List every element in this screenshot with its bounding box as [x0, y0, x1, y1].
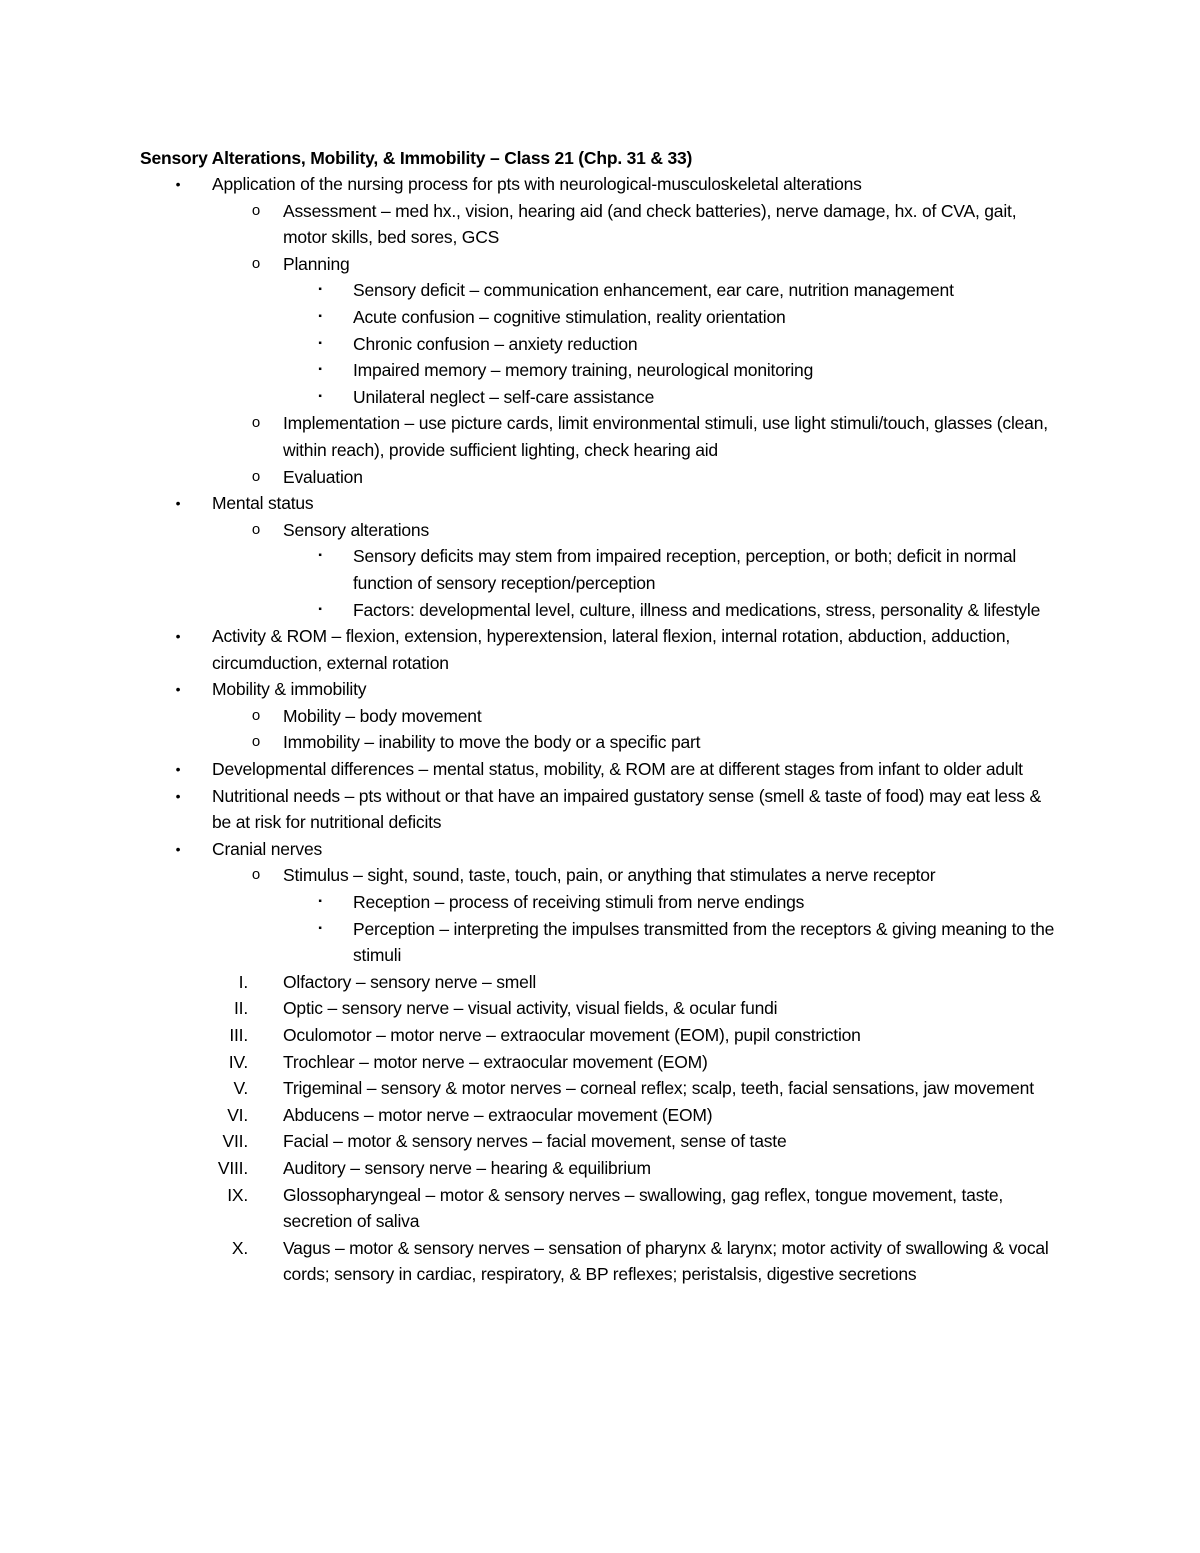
item-text: Chronic confusion – anxiety reduction	[353, 333, 638, 354]
roman-numeral-marker: X.	[231, 1237, 248, 1258]
item-text: Facial – motor & sensory nerves – facial movement, sense of taste	[283, 1131, 787, 1152]
item-text: Sensory deficit – communication enhancement, ear care, nutrition management	[353, 280, 954, 301]
item-text: Auditory – sensory nerve – hearing & equilibrium	[283, 1157, 651, 1178]
item-text: Acute confusion – cognitive stimulation, reality orientation	[353, 306, 786, 327]
bullet-marker: ▪	[318, 390, 322, 402]
bullet-marker: ▪	[318, 310, 322, 322]
bullet-marker: o	[251, 254, 261, 272]
numbered-item	[0, 1075, 1200, 1102]
list-item-level-3	[0, 889, 1200, 916]
bullet-marker: ▪	[318, 364, 322, 376]
list-item-level-3	[0, 597, 1200, 624]
item-text: Nutritional needs – pts without or that have an impaired gustatory sense (smell & taste of food) may eat less & be at risk for nutritional deficits	[212, 785, 1041, 833]
document-title: Sensory Alterations, Mobility, & Immobility – Class 21 (Chp. 31 & 33)	[140, 148, 693, 168]
list-item-level-2	[0, 517, 1200, 544]
list-item-level-1	[0, 171, 1200, 198]
numbered-item	[0, 1235, 1200, 1288]
bullet-marker: o	[251, 733, 261, 751]
numbered-item	[0, 1049, 1200, 1076]
item-text: Planning	[283, 253, 350, 274]
outline-list	[0, 171, 1200, 1288]
list-item-level-2	[0, 464, 1200, 491]
roman-numeral-marker: IV.	[228, 1051, 248, 1072]
list-item-level-1	[0, 623, 1200, 676]
bullet-marker: ▪	[318, 550, 322, 562]
list-item-level-1	[0, 836, 1200, 863]
bullet-marker: •	[175, 787, 181, 804]
bullet-marker: ▪	[318, 337, 322, 349]
numbered-item	[0, 995, 1200, 1022]
bullet-marker: •	[175, 628, 181, 645]
list-item-level-2	[0, 251, 1200, 278]
bullet-marker: o	[251, 414, 261, 432]
item-text: Vagus – motor & sensory nerves – sensation of pharynx & larynx; motor activity of swallowing & vocal cords; sensory in cardiac, respiratory, & BP reflexes; peristalsis, digestive secretions	[283, 1237, 1049, 1285]
roman-numeral-marker: VIII.	[217, 1157, 248, 1178]
item-text: Oculomotor – motor nerve – extraocular movement (EOM), pupil constriction	[283, 1025, 861, 1045]
bullet-marker: o	[251, 866, 261, 884]
item-text: Activity & ROM – flexion, extension, hyperextension, lateral flexion, internal rotation, abduction, adduction, circumduction, external rotation	[212, 626, 1011, 673]
list-item-level-1	[0, 756, 1200, 783]
list-item-level-1	[0, 783, 1200, 836]
numbered-item	[0, 1155, 1200, 1182]
item-text: Impaired memory – memory training, neurological monitoring	[353, 360, 814, 381]
item-text: Olfactory – sensory nerve – smell	[283, 971, 537, 992]
roman-numeral-marker: V.	[233, 1078, 248, 1099]
item-text: Mental status	[212, 493, 314, 514]
bullet-marker: o	[251, 201, 261, 219]
numbered-item	[0, 1102, 1200, 1129]
bullet-marker: •	[175, 681, 181, 698]
item-text: Trochlear – motor nerve – extraocular movement (EOM)	[283, 1051, 708, 1072]
list-item-level-3	[0, 916, 1200, 969]
list-item-level-1	[0, 490, 1200, 517]
item-text: Perception – interpreting the impulses transmitted from the receptors & giving meaning to the stimuli	[353, 918, 1055, 966]
roman-numeral-marker: VI.	[227, 1104, 248, 1125]
list-item-level-2	[0, 703, 1200, 730]
item-text: Application of the nursing process for pts with neurological-musculoskeletal alterations	[212, 174, 862, 194]
list-item-level-2	[0, 198, 1200, 251]
bullet-marker: o	[251, 520, 261, 538]
list-item-level-2	[0, 862, 1200, 889]
bullet-marker: •	[175, 840, 181, 857]
list-item-level-3	[0, 331, 1200, 358]
roman-numeral-marker: III.	[229, 1025, 248, 1045]
numbered-item	[0, 1128, 1200, 1155]
item-text: Assessment – med hx., vision, hearing aid (and check batteries), nerve damage, hx. of CVA, gait, motor skills, bed sores, GCS	[283, 200, 1017, 248]
bullet-marker: •	[175, 761, 181, 778]
list-item-level-2	[0, 410, 1200, 463]
item-text: Sensory alterations	[283, 519, 430, 540]
bullet-marker: ▪	[318, 922, 322, 934]
list-item-level-3	[0, 277, 1200, 304]
bullet-marker: ▪	[318, 284, 322, 296]
list-item-level-2	[0, 729, 1200, 756]
roman-numeral-marker: VII.	[222, 1131, 248, 1152]
bullet-marker: •	[175, 495, 181, 512]
item-text: Unilateral neglect – self-care assistance	[353, 386, 655, 407]
list-item-level-3	[0, 384, 1200, 411]
item-text: Immobility – inability to move the body or a specific part	[283, 732, 701, 753]
numbered-item	[0, 1022, 1200, 1049]
bullet-marker: •	[175, 176, 181, 192]
item-text: Sensory deficits may stem from impaired reception, perception, or both; deficit in normal function of sensory reception/perception	[353, 546, 1017, 593]
list-item-level-3	[0, 357, 1200, 384]
item-text: Mobility & immobility	[212, 679, 367, 700]
roman-numeral-marker: IX.	[227, 1184, 248, 1205]
list-item-level-3	[0, 543, 1200, 596]
list-item-level-3	[0, 304, 1200, 331]
roman-numeral-marker: I.	[238, 971, 248, 992]
item-text: Trigeminal – sensory & motor nerves – corneal reflex; scalp, teeth, facial sensations, jaw movement	[283, 1078, 1034, 1099]
item-text: Developmental differences – mental status, mobility, & ROM are at different stages from infant to older adult	[212, 759, 1023, 780]
bullet-marker: o	[251, 467, 261, 485]
roman-numeral-marker: II.	[234, 998, 248, 1019]
numbered-item	[0, 969, 1200, 996]
item-text: Stimulus – sight, sound, taste, touch, pain, or anything that stimulates a nerve receptor	[283, 865, 936, 886]
item-text: Implementation – use picture cards, limit environmental stimuli, use light stimuli/touch, glasses (clean, within reach), provide sufficient lighting, check hearing aid	[283, 413, 1048, 460]
item-text: Abducens – motor nerve – extraocular movement (EOM)	[283, 1104, 713, 1125]
item-text: Reception – process of receiving stimuli from nerve endings	[353, 892, 805, 913]
list-item-level-1	[0, 676, 1200, 703]
item-text: Factors: developmental level, culture, illness and medications, stress, personality & lifestyle	[353, 599, 1041, 620]
item-text: Evaluation	[283, 466, 363, 487]
bullet-marker: ▪	[318, 603, 322, 615]
item-text: Glossopharyngeal – motor & sensory nerves – swallowing, gag reflex, tongue movement, taste, secretion of saliva	[283, 1184, 1004, 1232]
item-text: Cranial nerves	[212, 838, 323, 859]
item-text: Mobility – body movement	[283, 705, 482, 726]
bullet-marker: o	[251, 706, 261, 724]
numbered-item	[0, 1182, 1200, 1235]
bullet-marker: ▪	[318, 896, 322, 908]
item-text: Optic – sensory nerve – visual activity, visual fields, & ocular fundi	[283, 998, 778, 1019]
